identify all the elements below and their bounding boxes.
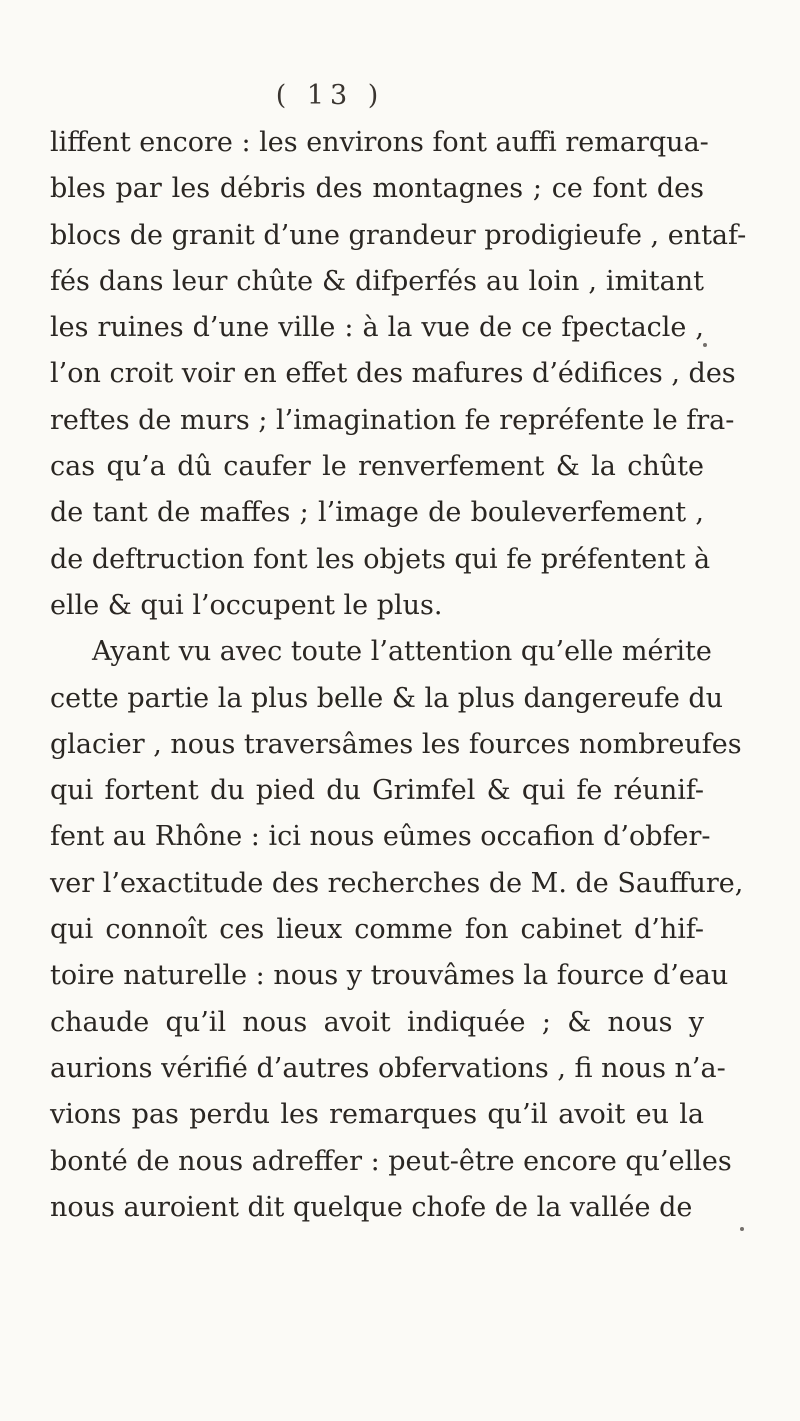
- text-line: blocs de granit d’une grandeur prodigieufe , entaf-: [50, 219, 747, 251]
- text-line: liffent encore : les environs font auffi remarqua-: [50, 127, 709, 158]
- text-line: fés dans leur chûte & difperfés au loin , imitant: [50, 265, 704, 297]
- text-line: Ayant vu avec toute l’attention qu’elle mérite: [92, 636, 712, 668]
- text-line: cette partie la plus belle & la plus dangereufe du: [50, 682, 724, 714]
- text-line: qui fortent du pied du Grimfel & qui fe réunif-: [50, 775, 704, 807]
- page-number: ( 13 ): [275, 80, 385, 111]
- text-line: cas qu’a dû caufer le renverfement & la chûte: [50, 451, 704, 483]
- text-line: vions pas perdu les remarques qu’il avoit eu la: [50, 1099, 704, 1131]
- text-line: de deftruction font les objets qui fe préfentent à: [50, 543, 711, 575]
- text-line: fent au Rhône : ici nous eûmes occafion d’obfer-: [50, 821, 711, 853]
- text-line: toire naturelle : nous y trouvâmes la fource d’eau: [50, 960, 729, 992]
- body-text: [50, 120, 747, 1231]
- text-line: bonté de nous adreffer : peut-être encore qu’elles: [50, 1145, 732, 1177]
- text-line: de tant de maffes ; l’image de bouleverfement ,: [50, 497, 704, 529]
- text-line: aurions vérifié d’autres obfervations , fi nous n’a-: [50, 1052, 726, 1084]
- text-line: ver l’exactitude des recherches de M. de Sauffure,: [50, 867, 744, 899]
- ink-speck: [740, 1227, 744, 1231]
- ink-speck: [703, 343, 707, 347]
- text-line: l’on croit voir en effet des mafures d’édifices , des: [50, 358, 736, 390]
- text-line: elle & qui l’occupent le plus.: [50, 589, 443, 621]
- text-line: bles par les débris des montagnes ; ce font des: [50, 173, 704, 205]
- text-line: chaude qu’il nous avoit indiquée ; & nous y: [50, 1006, 704, 1038]
- text-line: glacier , nous traversâmes les fources nombreufes: [50, 728, 742, 760]
- text-line: reftes de murs ; l’imagination fe repréfente le fra-: [50, 404, 735, 436]
- text-line: nous auroient dit quelque chofe de la vallée de: [50, 1191, 693, 1223]
- text-line: qui connoît ces lieux comme fon cabinet d’hif-: [50, 914, 704, 946]
- text-line: les ruines d’une ville : à la vue de ce fpectacle ,: [50, 312, 704, 344]
